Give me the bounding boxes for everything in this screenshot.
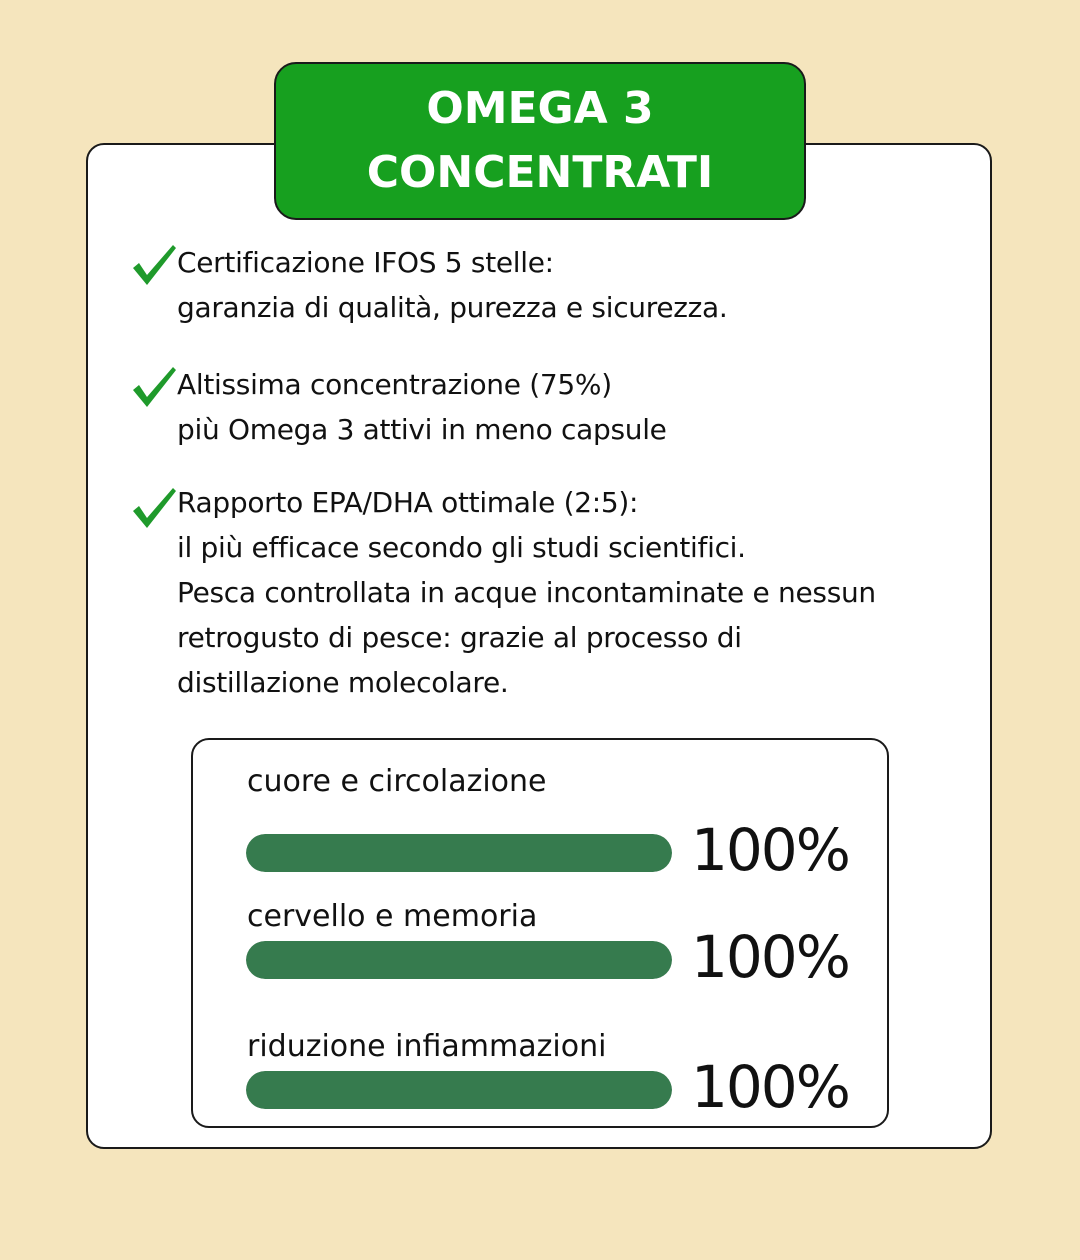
title-line-1: OMEGA 3 — [426, 83, 654, 134]
feature-line: Altissima concentrazione (75%) — [177, 368, 612, 401]
feature-line: Pesca controllata in acque incontaminate e nessun — [177, 576, 876, 609]
feature-text — [177, 480, 876, 705]
title-banner — [274, 62, 806, 220]
benefit-percentage: 100% — [691, 816, 849, 884]
check-icon — [130, 242, 178, 286]
benefit-label: cervello e memoria — [247, 899, 538, 934]
check-icon — [130, 485, 178, 529]
feature-line: Rapporto EPA/DHA ottimale (2:5): — [177, 486, 639, 519]
benefit-progress-bar — [246, 941, 672, 979]
benefit-label: riduzione infiammazioni — [247, 1029, 607, 1064]
benefit-label: cuore e circolazione — [247, 764, 547, 799]
benefit-progress-bar — [246, 834, 672, 872]
benefit-progress-fill — [246, 941, 672, 979]
benefits-panel — [191, 738, 889, 1128]
feature-text — [177, 362, 667, 452]
benefit-percentage: 100% — [691, 923, 849, 991]
feature-line: più Omega 3 attivi in meno capsule — [177, 413, 667, 446]
benefit-progress-fill — [246, 834, 672, 872]
benefit-percentage: 100% — [691, 1053, 849, 1121]
feature-line: il più efficace secondo gli studi scientifici. — [177, 531, 746, 564]
check-icon — [130, 364, 178, 408]
benefit-progress-fill — [246, 1071, 672, 1109]
feature-text — [177, 240, 728, 330]
feature-line: garanzia di qualità, purezza e sicurezza. — [177, 291, 728, 324]
benefit-progress-bar — [246, 1071, 672, 1109]
feature-line: distillazione molecolare. — [177, 666, 509, 699]
feature-line: retrogusto di pesce: grazie al processo di — [177, 621, 742, 654]
title-line-2: CONCENTRATI — [366, 147, 714, 198]
feature-line: Certificazione IFOS 5 stelle: — [177, 246, 554, 279]
